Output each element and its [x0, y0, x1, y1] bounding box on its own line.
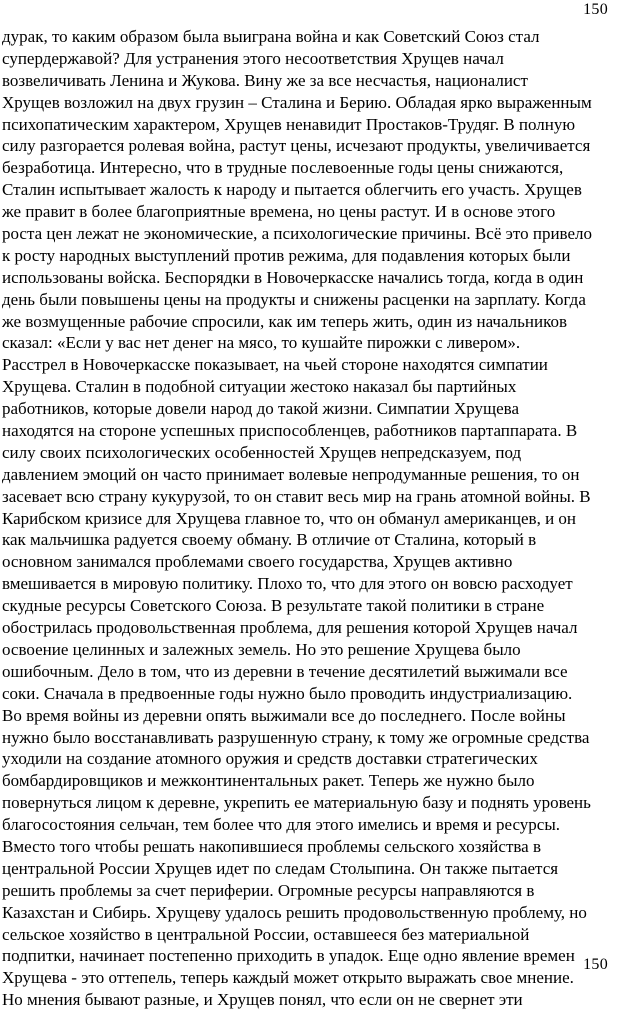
text-line: благосостояния сельчан, тем более что для этого имелись и время и ресурсы. [2, 815, 561, 835]
text-line: возвеличивать Ленина и Жукова. Вину же за все несчастья, националист [2, 70, 528, 90]
text-line: решить проблемы за счет периферии. Огромные ресурсы направляются в [2, 880, 535, 900]
text-line: уходили на создание атомного оружия и средств доставки стратегических [2, 749, 538, 769]
text-line: основном занимался проблемами своего государства, Хрущев активно [2, 552, 513, 572]
text-line: же возмущенные рабочие спросили, как им теперь жить, один из начальников [2, 311, 568, 331]
text-line: Сталин испытывает жалость к народу и пытается облегчить его участь. Хрущев [2, 180, 582, 200]
text-line: психопатическим характером, Хрущев ненавидит Простаков-Трудяг. В полную [2, 114, 576, 134]
body-text [2, 26, 614, 1011]
text-line: Хрущева. Сталин в подобной ситуации жестоко наказал бы партийных [2, 377, 517, 397]
text-line: работников, которые довели народ до такой жизни. Симпатии Хрущева [2, 399, 520, 419]
text-line: засевает всю страну кукурузой, то он ставит весь мир на грань атомной войны. В [2, 486, 591, 506]
text-line: скудные ресурсы Советского Союза. В результате такой политики в стране [2, 596, 545, 616]
text-line: ошибочным. Дело в том, что из деревни в течение десятилетий выжимали все [2, 661, 568, 681]
text-line: супердержавой? Для устранения этого несоответствия Хрущев начал [2, 48, 504, 68]
text-line: соки. Сначала в предвоенные годы нужно было проводить индустриализацию. [2, 683, 573, 703]
text-line: роста цен лежат не экономические, а психологические причины. Всё это привело [2, 224, 593, 244]
text-line: день были повышены цены на продукты и снижены расценки на зарплату. Когда [2, 289, 586, 309]
text-line: повернуться лицом к деревне, укрепить ее материальную базу и поднять уровень [2, 793, 591, 813]
page-number-top: 150 [583, 1, 608, 18]
text-line: как мальчишка радуется своему обману. В отличие от Сталина, который в [2, 530, 537, 550]
text-line: бомбардировщиков и межконтинентальных ракет. Теперь же нужно было [2, 771, 535, 791]
text-line: дурак, то каким образом была выиграна война и как Советский Союз стал [2, 27, 540, 46]
text-line: к росту народных выступлений против режима, для подавления которых были [2, 245, 571, 265]
text-line: Хрущева - это оттепель, теперь каждый может открыто выражать свое мнение. [2, 968, 574, 988]
text-line: Казахстан и Сибирь. Хрущеву удалось решить продовольственную проблему, но [2, 902, 587, 922]
text-line: Хрущев возложил на двух грузин – Сталина и Берию. Обладая ярко выраженным [2, 92, 592, 112]
text-line: использованы войска. Беспорядки в Новочеркасске начались тогда, когда в один [2, 267, 584, 287]
text-line: находятся на стороне успешных приспособленцев, работников партаппарата. В [2, 421, 578, 441]
text-line: подпитки, начинает постепенно приходить в упадок. Еще одно явление времен [2, 946, 575, 966]
text-line: давлением эмоций он часто принимает волевые непродуманные решения, то он [2, 464, 580, 484]
text-line: нужно было восстанавливать разрушенную страну, к тому же огромные средства [2, 727, 590, 747]
text-line: центральной России Хрущев идет по следам Столыпина. Он также пытается [2, 858, 559, 878]
text-line: безработица. Интересно, что в трудные послевоенные годы цены снижаются, [2, 158, 564, 178]
text-line: освоение целинных и залежных земель. Но это решение Хрущева было [2, 639, 521, 659]
text-line: Карибском кризисе для Хрущева главное то, что он обманул американцев, и он [2, 508, 577, 528]
text-line: Во время войны из деревни опять выжимали все до последнего. После войны [2, 705, 566, 725]
text-line: силу своих психологических особенностей Хрущев непредсказуем, под [2, 442, 522, 462]
text-line: вмешивается в мировую политику. Плохо то, что для этого он вовсю расходует [2, 574, 573, 594]
text-line: силу разгорается ролевая война, растут цены, исчезают продукты, увеличивается [2, 136, 591, 156]
text-line: сельское хозяйство в центральной России, оставшееся без материальной [2, 924, 530, 944]
text-line: обострилась продовольственная проблема, для решения которой Хрущев начал [2, 618, 578, 638]
text-line: сказал: «Если у вас нет денег на мясо, то кушайте пирожки с ливером». [2, 333, 521, 353]
text-line: Вместо того чтобы решать накопившиеся проблемы сельского хозяйства в [2, 836, 541, 856]
page-number-bottom: 150 [583, 956, 608, 973]
text-line: же правит в более благоприятные времена, но цены растут. И в основе этого [2, 202, 556, 222]
text-line: Расстрел в Новочеркасске показывает, на чьей стороне находятся симпатии [2, 355, 548, 375]
text-line: Но мнения бывают разные, и Хрущев понял, что если он не свернет эти [2, 990, 523, 1010]
